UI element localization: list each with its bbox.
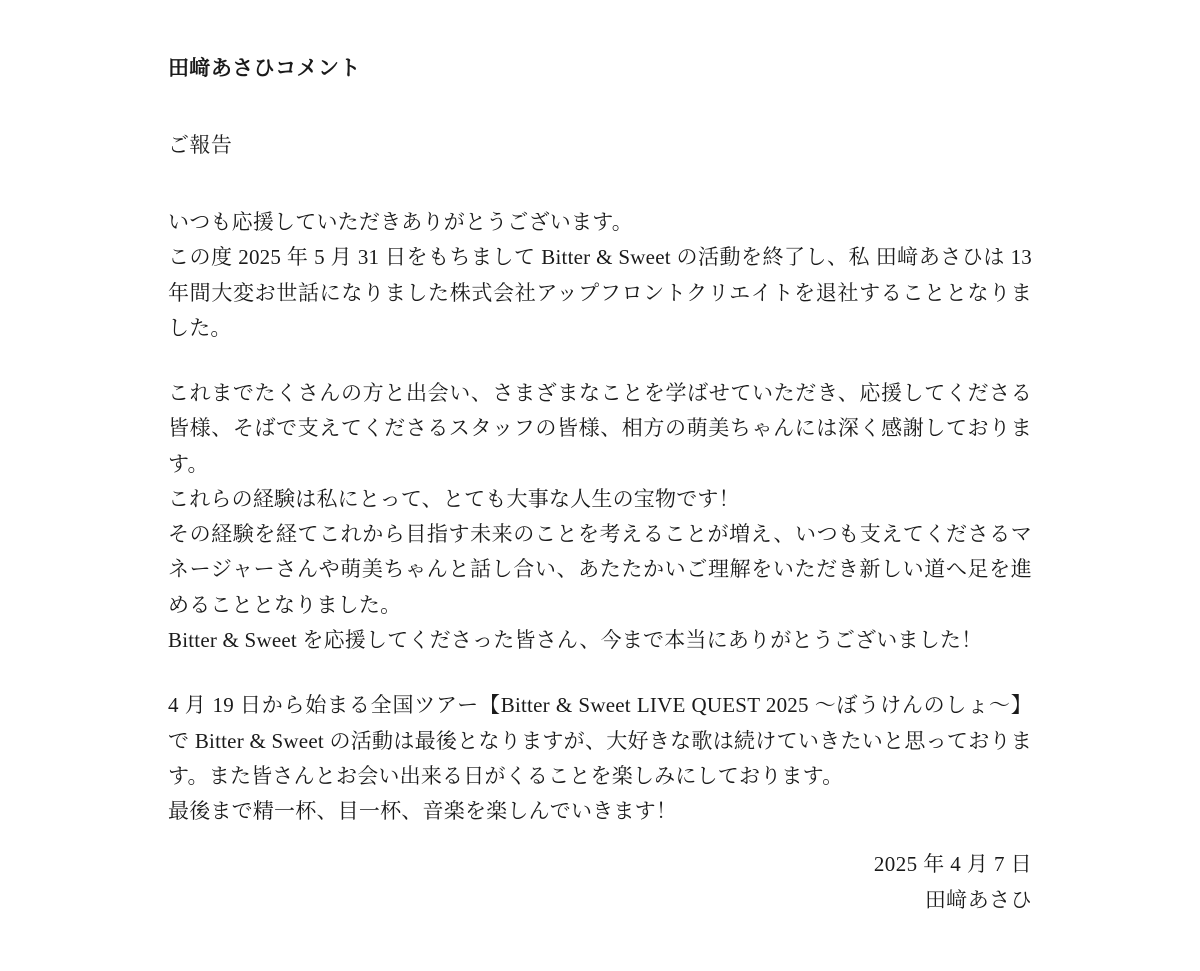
paragraph-line: 4 月 19 日から始まる全国ツアー【Bitter & Sweet LIVE QUEST 2025 〜ぼうけんのしょ〜】で Bitter & Sweet の活動は最後となりますが、大好きな歌は続けていきたいと思っております。また皆さんとお会い出来る日がくることを楽しみにしております。 <box>168 693 1032 788</box>
paragraph-line: これまでたくさんの方と出会い、さまざまなことを学ばせていただき、応援してくださる皆様、そばで支えてくださるスタッフの皆様、相方の萌美ちゃんには深く感謝しております。 <box>168 381 1032 476</box>
paragraph-tour <box>168 688 1032 829</box>
document-body <box>168 52 1032 919</box>
paragraph-line: この度 2025 年 5 月 31 日をもちまして Bitter & Sweet の活動を終了し、私 田﨑あさひは 13 年間大変お世話になりました株式会社アップフロントクリエイトを退社することとなりました。 <box>168 245 1032 340</box>
paragraph-line: その経験を経てこれから目指す未来のことを考えることが増え、いつも支えてくださるマネージャーさんや萌美ちゃんと話し合い、あたたかいご理解をいただき新しい道へ足を進めることとなりました。 <box>168 522 1032 617</box>
signature-block <box>168 847 1032 918</box>
signature-date: 2025 年 4 月 7 日 <box>873 852 1032 877</box>
document-subject: ご報告 <box>168 132 233 157</box>
paragraph-line: 最後まで精一杯、目一杯、音楽を楽しんでいきます！ <box>168 799 678 824</box>
paragraph-line: いつも応援していただきありがとうございます。 <box>168 210 633 235</box>
paragraph-greeting <box>168 205 1032 346</box>
paragraph-line: Bitter & Sweet を応援してくださった皆さん、今まで本当にありがとうございました！ <box>168 628 983 653</box>
paragraph-line: これらの経験は私にとって、とても大事な人生の宝物です！ <box>168 486 740 511</box>
page-title: 田﨑あさひコメント <box>168 56 361 80</box>
signature-name: 田﨑あさひ <box>924 888 1032 913</box>
paragraph-gratitude <box>168 376 1032 658</box>
